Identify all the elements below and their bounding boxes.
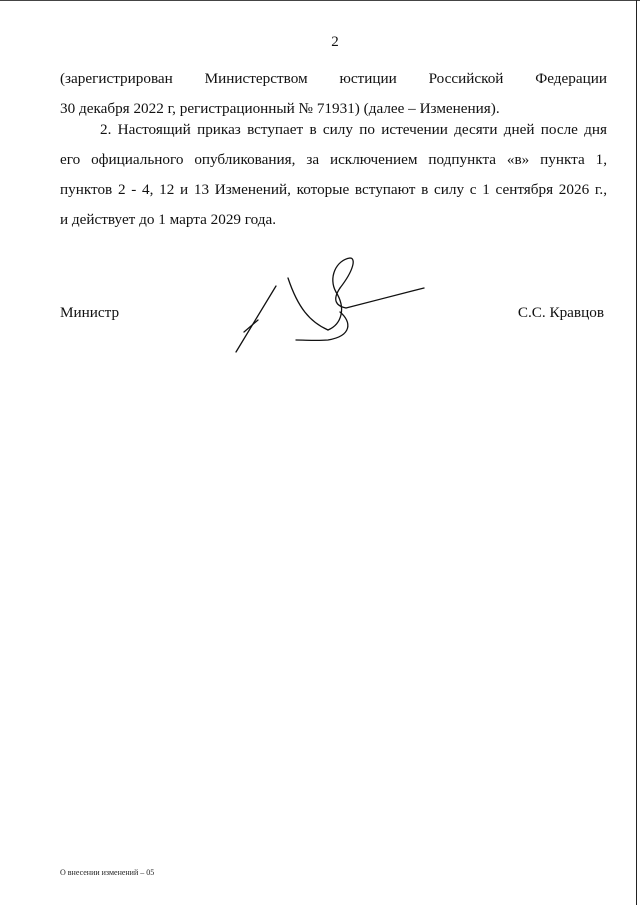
paragraph-2-line-3: пунктов 2 - 4, 12 и 13 Изменений, которые вступают в силу с 1 сентября 2026 г., bbox=[60, 181, 607, 198]
page-top-edge bbox=[0, 0, 640, 1]
paragraph-2-line-1: 2. Настоящий приказ вступает в силу по истечении десяти дней после дня bbox=[100, 121, 607, 138]
footer-note: О внесении изменений – 05 bbox=[60, 868, 155, 877]
handwritten-signature bbox=[228, 248, 428, 358]
paragraph-2 bbox=[60, 115, 607, 235]
paragraph-2-line-2: его официального опубликования, за исключением подпункта «в» пункта 1, bbox=[60, 151, 607, 168]
signatory-role: Министр bbox=[60, 304, 120, 321]
page-right-edge bbox=[636, 0, 637, 905]
signatory-name: С.С. Кравцов bbox=[517, 304, 604, 321]
paragraph-1-line-2: 30 декабря 2022 г, регистрационный № 71931) (далее – Изменения). bbox=[60, 100, 500, 117]
page-number: 2 bbox=[331, 34, 339, 50]
paragraph-1-line-1: (зарегистрирован Министерством юстиции Российской Федерации bbox=[60, 70, 607, 87]
paragraph-2-line-4: и действует до 1 марта 2029 года. bbox=[60, 211, 277, 228]
